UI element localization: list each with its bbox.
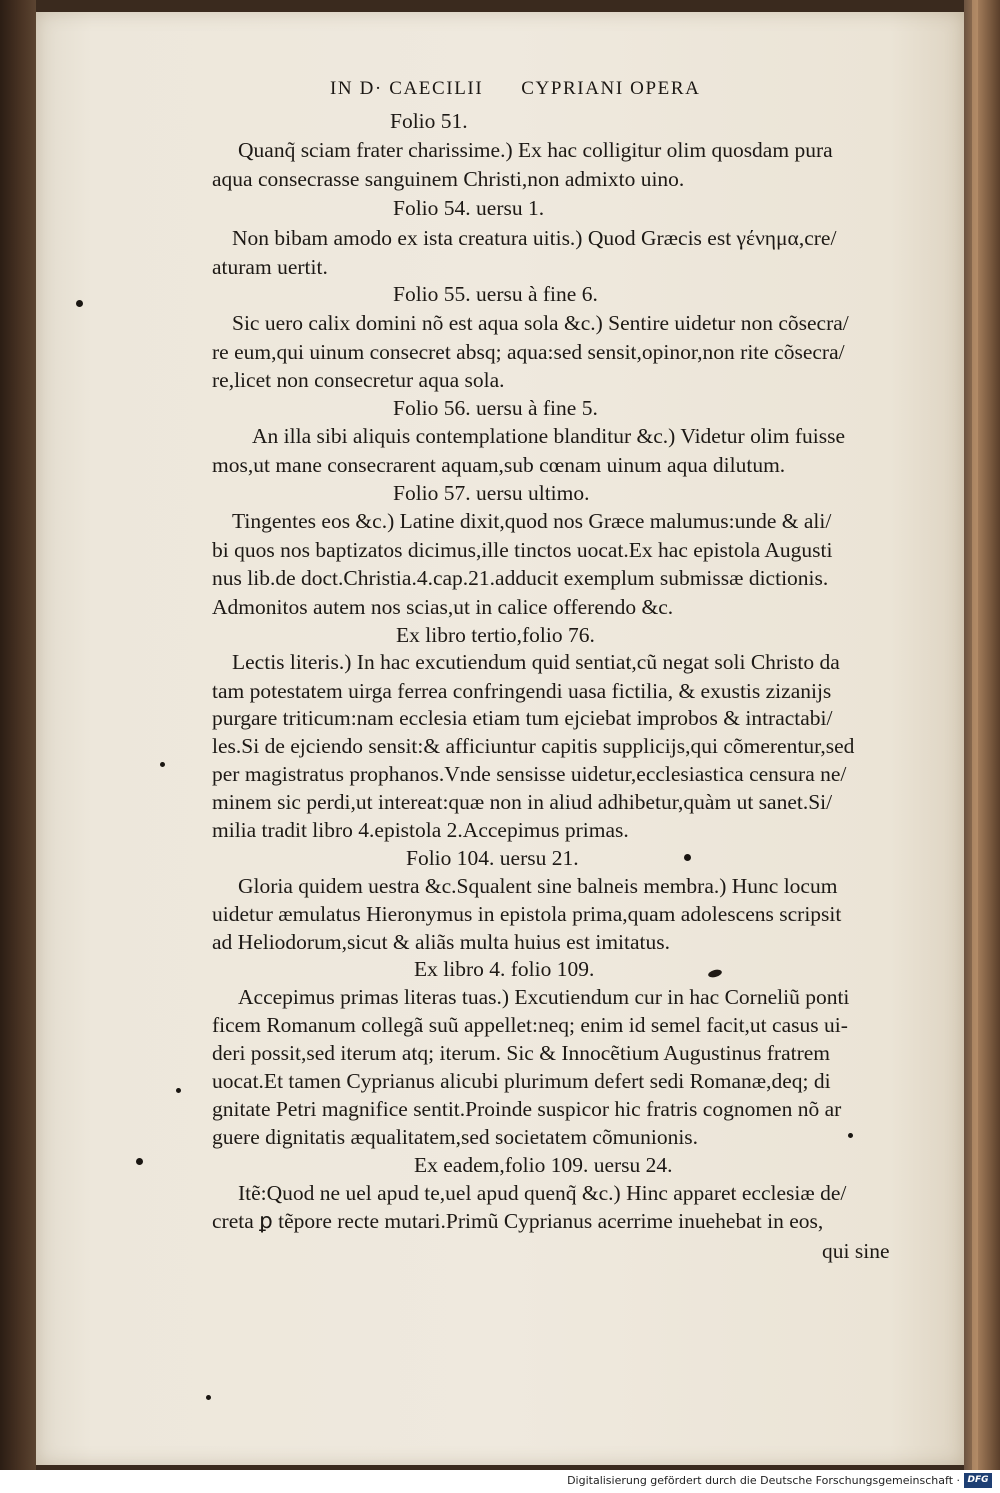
section-heading: Folio 54. uersu 1. [393,196,545,220]
ink-speck [206,1395,211,1400]
funding-credit: Digitalisierung gefördert durch die Deutsche Forschungsgemeinschaft · [567,1474,960,1487]
text-line: les.Si de ejciendo sensit:& afficiuntur capitis supplicijs,qui cõmerentur,sed [212,734,855,758]
section-heading: Ex libro 4. folio 109. [414,957,595,981]
text-line: Lectis literis.) In hac excutiendum quid sentiat,cũ negat soli Christo da [232,650,840,674]
ink-speck [76,300,83,307]
text-line: creta ꝑ tẽpore recte mutari.Primũ Cyprianus acerrime inuehebat in eos, [212,1209,824,1233]
text-line: Itẽ:Quod ne uel apud te,uel apud quenq̃ &c.) Hinc apparet ecclesiæ de/ [238,1181,847,1205]
catchword: qui sine [822,1239,890,1263]
text-line: ad Heliodorum,sicut & aliãs multa huius est imitatus. [212,930,671,954]
text-line: Gloria quidem uestra &c.Squalent sine balneis membra.) Hunc locum [238,874,838,898]
text-line: Quanq̃ sciam frater charissime.) Ex hac colligitur olim quosdam pura [238,138,833,162]
text-line: uidetur æmulatus Hieronymus in epistola prima,quam adolescens scripsit [212,902,842,926]
text-line: minem sic perdi,ut intereat:quæ non in aliud adhibetur,quàm ut sanet.Si/ [212,790,833,814]
text-line: milia tradit libro 4.epistola 2.Accepimus primas. [212,818,629,842]
section-heading: Folio 104. uersu 21. [406,846,579,870]
ink-speck [848,1133,853,1138]
text-line: guere dignitatis æqualitatem,sed societatem cõmunionis. [212,1125,699,1149]
text-line: re,licet non consecretur aqua sola. [212,368,505,392]
running-header [330,78,800,100]
section-heading: Folio 55. uersu à fine 6. [393,282,598,306]
header-right: CYPRIANI OPERA [521,78,701,99]
text-line: bi quos nos baptizatos dicimus,ille tinctos uocat.Ex hac epistola Augusti [212,538,833,562]
section-heading: Folio 57. uersu ultimo. [393,481,590,505]
header-left: IN D· CAECILII [330,78,484,99]
ink-speck [684,854,691,861]
section-heading: Folio 56. uersu à fine 5. [393,396,598,420]
text-line: deri possit,sed iterum atq; iterum. Sic & Innocẽtium Augustinus fratrem [212,1041,831,1065]
text-line: Sic uero calix domini nõ est aqua sola &c.) Sentire uidetur non cõsecra/ [232,311,849,335]
text-line: Non bibam amodo ex ista creatura uitis.) Quod Græcis est γένημα,cre/ [232,226,837,250]
text-line: uocat.Et tamen Cyprianus alicubi plurimum defert sedi Romanæ,deq; di [212,1069,831,1093]
ink-speck [160,762,165,767]
ink-speck [136,1158,143,1165]
book-cover-left [0,0,36,1470]
text-line: nus lib.de doct.Christia.4.cap.21.adducit exemplum submissæ dictionis. [212,566,829,590]
dfg-logo: DFG [964,1473,992,1488]
text-line: An illa sibi aliquis contemplatione blanditur &c.) Videtur olim fuisse [252,424,846,448]
section-heading: Ex libro tertio,folio 76. [396,623,595,647]
text-line: ficem Romanum collegã suũ appellet:neq; enim id semel facit,ut casus ui- [212,1013,848,1037]
text-line: tam potestatem uirga ferrea confringendi uasa fictilia, & exustis zizanijs [212,679,832,703]
text-line: mos,ut mane consecrarent aquam,sub cœnam uinum aqua dilutum. [212,453,786,477]
text-line: gnitate Petri magnifice sentit.Proinde suspicor hic fratris cognomen nõ ar [212,1097,842,1121]
text-line: Accepimus primas literas tuas.) Excutiendum cur in hac Corneliũ ponti [238,985,850,1009]
ink-speck [176,1088,181,1093]
text-line: Tingentes eos &c.) Latine dixit,quod nos Græce malumus:unde & ali/ [232,509,832,533]
text-line: aqua consecrasse sanguinem Christi,non admixto uino. [212,167,685,191]
text-line: per magistratus prophanos.Vnde sensisse uidetur,ecclesiastica censura ne/ [212,762,847,786]
section-heading: Ex eadem,folio 109. uersu 24. [414,1153,673,1177]
text-line: aturam uertit. [212,255,328,279]
footer-bar [0,1470,1000,1493]
section-heading: Folio 51. [390,109,468,133]
text-line: purgare triticum:nam ecclesia etiam tum ejciebat improbos & intractabi/ [212,706,833,730]
text-line: re eum,qui uinum consecret absq; aqua:sed sensit,opinor,non rite cõsecra/ [212,340,845,364]
book-cover-right [964,0,1000,1470]
text-line: Admonitos autem nos scias,ut in calice offerendo &c. [212,595,674,619]
